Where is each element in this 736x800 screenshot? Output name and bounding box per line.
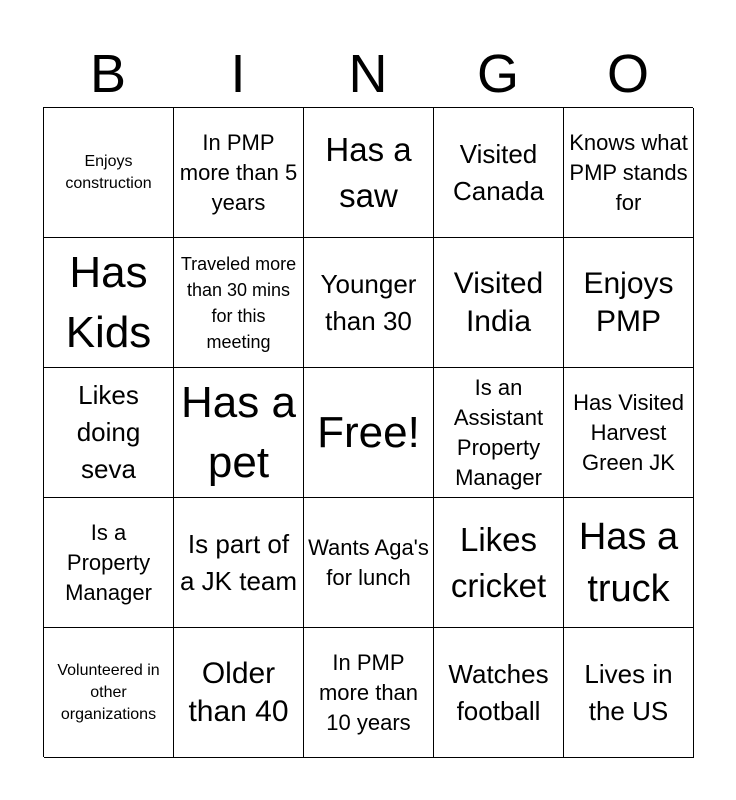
- header-letter-n: N: [348, 44, 388, 104]
- bingo-cell[interactable]: [434, 498, 564, 628]
- bingo-cell[interactable]: [564, 108, 694, 238]
- header-letter-o: O: [606, 44, 649, 104]
- cell-text: In PMP more than 5 years: [179, 129, 298, 215]
- bingo-board: [43, 107, 693, 757]
- cell-text: In PMP more than 10 years: [318, 649, 419, 735]
- bingo-cell[interactable]: [174, 628, 304, 758]
- bingo-cell[interactable]: [564, 238, 694, 368]
- cell-text: Free!: [317, 407, 420, 457]
- bingo-cell[interactable]: [434, 628, 564, 758]
- cell-text: Lives in the US: [584, 658, 673, 726]
- bingo-cell[interactable]: [174, 108, 304, 238]
- bingo-cell[interactable]: [434, 368, 564, 498]
- bingo-cell[interactable]: [174, 368, 304, 498]
- bingo-header: [43, 40, 693, 108]
- bingo-cell[interactable]: [564, 628, 694, 758]
- cell-text: Has Visited Harvest Green JK: [573, 389, 684, 475]
- cell-text: Wants Aga's for lunch: [308, 534, 429, 590]
- bingo-cell[interactable]: [434, 238, 564, 368]
- header-letter-i: I: [230, 44, 246, 104]
- cell-text: Older than 40: [188, 656, 289, 728]
- cell-text: Is part of a JK team: [179, 528, 298, 596]
- bingo-cell[interactable]: [44, 108, 174, 238]
- cell-text: Enjoys construction: [65, 152, 152, 192]
- cell-text: Volunteered in other organizations: [57, 661, 160, 723]
- cell-text: Is a Property Manager: [65, 519, 152, 605]
- cell-text: Has Kids: [65, 247, 152, 357]
- bingo-cell[interactable]: [44, 238, 174, 368]
- cell-text: Has a saw: [325, 130, 412, 214]
- header-letter-g: G: [476, 44, 519, 104]
- bingo-cell[interactable]: [174, 498, 304, 628]
- bingo-cell[interactable]: [564, 368, 694, 498]
- cell-text: Likes cricket: [450, 520, 547, 604]
- cell-text: Likes doing seva: [76, 380, 141, 484]
- cell-text: Enjoys PMP: [583, 266, 674, 338]
- cell-text: Younger than 30: [320, 268, 417, 336]
- bingo-cell[interactable]: [174, 238, 304, 368]
- cell-text: Traveled more than 30 mins for this meeting: [180, 253, 297, 352]
- bingo-cell[interactable]: [304, 238, 434, 368]
- bingo-cell[interactable]: [564, 498, 694, 628]
- bingo-cell[interactable]: [304, 368, 434, 498]
- bingo-cell[interactable]: [44, 498, 174, 628]
- header-letter-b: B: [89, 44, 127, 104]
- bingo-cell[interactable]: [304, 628, 434, 758]
- bingo-cell[interactable]: [304, 498, 434, 628]
- cell-text: Watches football: [448, 658, 549, 726]
- cell-text: Visited India: [453, 266, 544, 338]
- bingo-cell[interactable]: [304, 108, 434, 238]
- cell-text: Is an Assistant Property Manager: [453, 374, 544, 490]
- cell-text: Knows what PMP stands for: [569, 129, 688, 215]
- bingo-cell[interactable]: [434, 108, 564, 238]
- cell-text: Has a pet: [181, 377, 296, 487]
- cell-text: Has a truck: [578, 515, 679, 610]
- bingo-cell[interactable]: [44, 368, 174, 498]
- bingo-cell[interactable]: [44, 628, 174, 758]
- cell-text: Visited Canada: [452, 138, 545, 206]
